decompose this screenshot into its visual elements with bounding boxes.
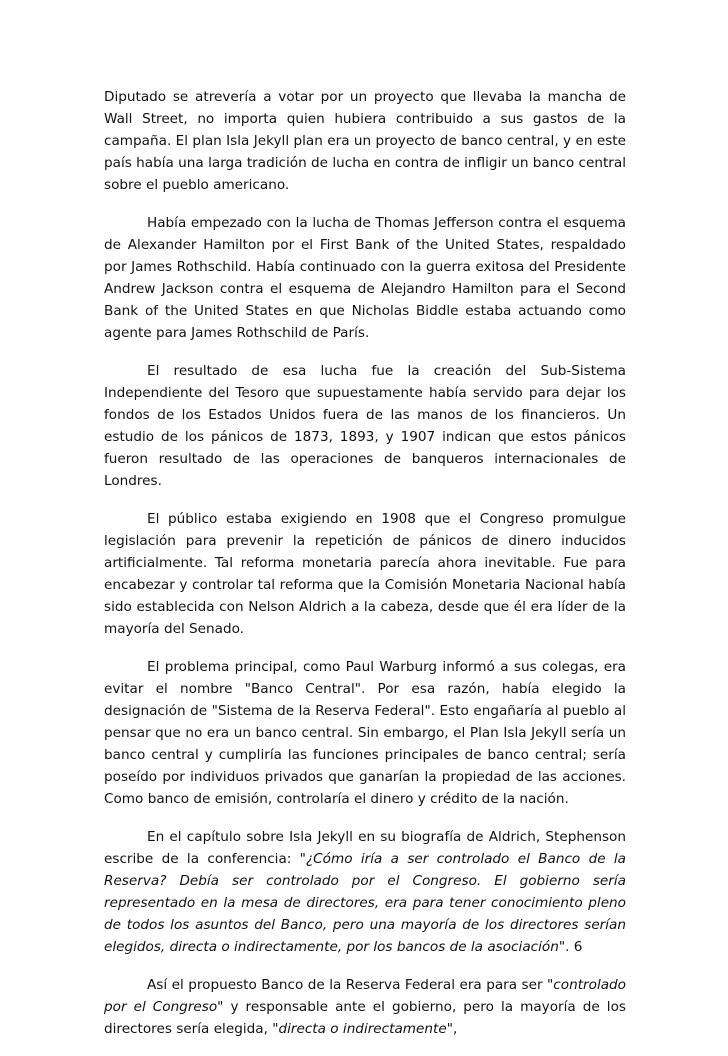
paragraph-2 xyxy=(104,212,626,344)
quoted-text-italic: directa o indirectamente xyxy=(278,1021,447,1037)
paragraph-1 xyxy=(104,86,626,196)
paragraph-text: En el capítulo sobre Isla Jekyll en su biografía de Aldrich, Stephenson escribe de la conferencia: " xyxy=(104,829,626,867)
paragraph-text: Diputado se atrevería a votar por un proyecto que llevaba la mancha de Wall Street, no importa quien hubiera contribuido a sus gastos de la campaña. El plan Isla Jekyll plan era un proyecto de banco central, y en este país había una larga tradición de lucha en contra de infligir un banco central sobre el pueblo americano. xyxy=(104,89,626,193)
paragraph-text: Había empezado con la lucha de Thomas Jefferson contra el esquema de Alexander Hamilton por el First Bank of the United States, respaldado por James Rothschild. Había continuado con la guerra exitosa del Presidente Andrew Jackson contra el esquema de Alejandro Hamilton para el Second Bank of the United States en que Nicholas Biddle estaba actuando como agente para James Rothschild de París. xyxy=(104,215,626,341)
paragraph-text: ", xyxy=(446,1021,458,1037)
paragraph-text: El resultado de esa lucha fue la creación del Sub-Sistema Independiente del Tesoro que supuestamente había servido para dejar los fondos de los Estados Unidos fuera de las manos de los financieros. Un estudio de los pánicos de 1873, 1893, y 1907 indican que estos pánicos fueron resultado de las operaciones de banqueros internacionales de Londres. xyxy=(104,363,626,489)
paragraph-text: ". 6 xyxy=(558,939,583,955)
paragraph-text: El público estaba exigiendo en 1908 que el Congreso promulgue legislación para prevenir la repetición de pánicos de dinero inducidos artificialmente. Tal reforma monetaria parecía ahora inevitable. Fue para encabezar y controlar tal reforma que la Comisión Monetaria Nacional había sido establecida con Nelson Aldrich a la cabeza, desde que él era líder de la mayoría del Senado. xyxy=(104,511,626,637)
paragraph-6 xyxy=(104,826,626,958)
paragraph-text: El problema principal, como Paul Warburg informó a sus colegas, era evitar el nombre "Banco Central". Por esa razón, había elegido la designación de "Sistema de la Reserva Federal". Esto engañaría al pueblo al pensar que no era un banco central. Sin embargo, el Plan Isla Jekyll sería un banco central y cumpliría las funciones principales de banco central; sería poseído por individuos privados que ganarían la propiedad de las acciones. Como banco de emisión, controlaría el dinero y crédito de la nación. xyxy=(104,659,626,807)
quoted-text-italic: ¿Cómo iría a ser controlado el Banco de la Reserva? Debía ser controlado por el Congreso. El gobierno sería representado en la mesa de directores, era para tener conocimiento pleno de todos los asuntos del Banco, pero una mayoría de los directores serían elegidos, directa o indirectamente, por los bancos de la asociación xyxy=(104,851,626,955)
paragraph-4 xyxy=(104,508,626,640)
paragraph-text: Así el propuesto Banco de la Reserva Federal era para ser " xyxy=(147,977,554,993)
paragraph-text: " y responsable ante el gobierno, pero la mayoría de los directores sería elegida, " xyxy=(104,999,626,1037)
document-page xyxy=(104,86,626,1056)
paragraph-3 xyxy=(104,360,626,492)
paragraph-5 xyxy=(104,656,626,810)
quoted-text-italic: controlado por el Congreso xyxy=(104,977,626,1015)
paragraph-7 xyxy=(104,974,626,1040)
